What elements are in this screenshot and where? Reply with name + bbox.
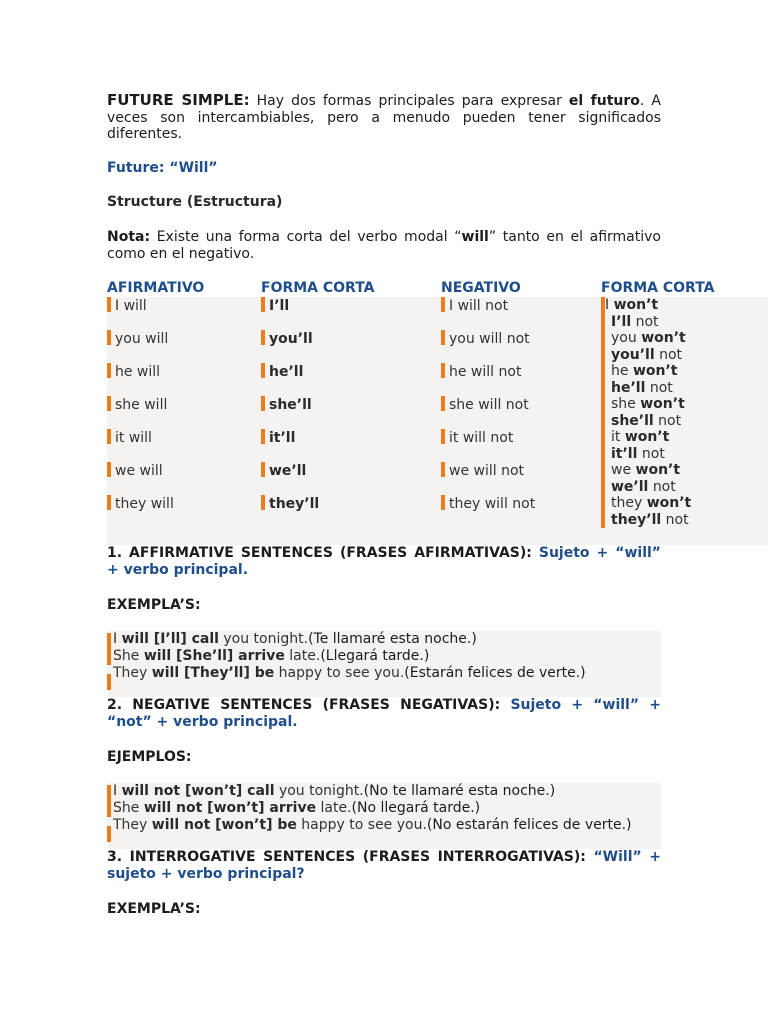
row-marker-bar [441,462,445,477]
row-marker-bar [441,495,445,510]
short-form: you’ll [611,346,655,363]
example-translation: (No estarán felices de verte.) [426,817,632,833]
row-marker-bar [107,330,111,345]
example-translation: (No llegará tarde.) [351,800,481,816]
example-translation: (Te llamaré esta noche.) [308,631,477,647]
examples-3-label: EXEMPLA’S: [107,901,201,917]
not-text: not [635,313,659,330]
cell-negativo-corta [611,462,680,495]
example-pre: They [113,817,152,833]
short-form: we’ll [611,478,649,495]
cell-negativo-text: I will not [449,298,509,314]
cell-forma-corta [261,462,306,480]
example-post: happy to see you. [296,817,427,833]
row-marker-bar [441,429,445,444]
cell-forma-corta [261,429,295,447]
row-marker-bar [107,495,111,510]
example-bar [107,801,111,817]
pronoun: you [611,330,637,346]
cell-afirmativo [107,363,160,381]
wont-text: won’t [613,297,659,313]
short-form: she’ll [611,412,654,429]
cell-negativo-corta [605,297,659,330]
section-affirmative-formula: Sujeto + “will” + verbo principal. [107,545,661,578]
intro-bold: el futuro [568,93,640,109]
not-text: not [665,511,689,528]
cell-forma-corta [261,330,313,348]
example-bold: will not [won’t] arrive [143,800,317,816]
example-post: late. [284,648,321,664]
cell-afirmativo [107,297,147,315]
nota-text-1: Existe una forma corta del verbo modal “ [150,229,462,245]
cell-negativo-corta [611,330,686,363]
cell-afirmativo-text: we will [115,463,163,479]
cell-afirmativo [107,462,163,480]
example-post: you tonight. [274,783,364,799]
section-negative [107,697,661,730]
example-sentence [113,817,632,834]
example-post: you tonight. [218,631,309,647]
cell-negativo-text: he will not [449,364,522,380]
not-text: not [652,478,676,495]
wont-text: won’t [640,396,685,412]
row-marker-bar [261,462,265,477]
cell-forma-corta-text: you’ll [269,331,313,347]
cell-afirmativo-text: you will [115,331,169,347]
cell-negativo-text: they will not [449,496,536,512]
cell-negativo-corta [611,396,685,429]
example-sentence [113,631,477,648]
row-marker-bar [107,297,111,312]
wont-text: won’t [641,330,686,346]
row-marker-bar [441,396,445,411]
example-bold: will [They’ll] be [151,665,275,681]
section-negative-formula: Sujeto + “will” + “not” + verbo principal. [107,697,662,730]
nota-label: Nota: [107,229,151,245]
wont-text: won’t [635,462,681,478]
example-bar [107,633,111,649]
pronoun: she [611,396,636,412]
row-marker-bar [261,363,265,378]
not-text: not [659,346,683,363]
cell-negativo [441,429,513,447]
example-translation: (Estarán felices de verte.) [404,665,586,681]
row-marker-bar [261,495,265,510]
nota-text-2: ” tanto en el afirmativo como en el negativo. [107,229,661,262]
cell-negativo-corta [611,363,677,396]
section-negative-heading: 2. NEGATIVE SENTENCES (FRASES NEGATIVAS): [107,697,501,713]
header-negativo: NEGATIVO [441,280,521,296]
cell-forma-corta-text: it’ll [269,430,296,446]
short-form: they’ll [611,511,662,528]
cell-afirmativo-text: he will [115,364,161,380]
row-marker-bar [261,297,265,312]
cell-forma-corta-text: he’ll [269,364,304,380]
cell-afirmativo [107,495,174,513]
cell-forma-corta-text: we’ll [269,463,307,479]
example-pre: She [113,648,144,664]
header-afirmativo: AFIRMATIVO [107,280,205,296]
example-bold: will not [won’t] call [121,783,275,799]
example-bold: will [She’ll] arrive [143,648,285,664]
cell-negativo [441,396,529,414]
example-bar [107,674,111,690]
cell-forma-corta [261,297,289,315]
row-marker-bar [441,363,445,378]
row-marker-bar [107,363,111,378]
section-affirmative [107,545,661,578]
example-bar [107,785,111,801]
example-sentence [113,648,429,665]
example-sentence [113,800,480,817]
example-pre: They [113,665,152,681]
cell-forma-corta-text: she’ll [269,397,312,413]
not-text: not [658,412,682,429]
future-will-heading: Future: “Will” [107,160,218,176]
pronoun: it [611,429,621,445]
wont-text: won’t [624,429,670,445]
wont-text: won’t [646,495,692,511]
row-marker-bar [441,297,445,312]
cell-negativo [441,297,508,315]
section-interrogative-heading: 3. INTERROGATIVE SENTENCES (FRASES INTERROGATIVAS): [107,849,586,865]
cell-negativo-text: it will not [449,430,514,446]
pronoun: I [605,297,610,313]
pronoun: they [611,495,643,511]
cell-negativo-text: we will not [449,463,525,479]
cell-negativo [441,462,524,480]
row-marker-bar [107,462,111,477]
row-marker-bar [441,330,445,345]
cell-negativo-text: you will not [449,331,530,347]
pronoun: we [611,462,632,478]
section-interrogative-formula: “Will” + sujeto + verbo principal? [107,849,661,882]
example-sentence [113,665,586,682]
example-post: late. [316,800,352,816]
short-form: he’ll [611,379,646,396]
short-form: I’ll [611,313,632,330]
intro-text-2: . A veces son intercambiables, pero a menudo pueden tener significados diferentes. [107,93,661,142]
example-translation: (Llegará tarde.) [320,648,430,664]
cell-forma-corta-text: they’ll [269,496,320,512]
cell-negativo-corta [611,429,669,462]
example-sentence [113,783,555,800]
cell-afirmativo [107,396,167,414]
cell-afirmativo-text: she will [115,397,168,413]
row-marker-bar [107,396,111,411]
row-marker-bar [261,429,265,444]
cell-negativo-corta [611,495,691,528]
cell-afirmativo [107,429,152,447]
cell-afirmativo-text: they will [115,496,174,512]
cell-negativo [441,330,530,348]
example-translation: (No te llamaré esta noche.) [363,783,556,799]
pronoun: he [611,363,629,379]
example-bar [107,649,111,665]
not-text: not [641,445,665,462]
example-bold: will not [won’t] be [151,817,297,833]
cell-afirmativo-text: I will [115,298,147,314]
cell-negativo-text: she will not [449,397,529,413]
row-marker-bar [261,396,265,411]
cell-negativo [441,363,521,381]
intro-title: FUTURE SIMPLE: [107,91,250,109]
section-affirmative-heading: 1. AFFIRMATIVE SENTENCES (FRASES AFIRMATIVAS): [107,545,532,561]
wont-text: won’t [632,363,678,379]
examples-2-label: EJEMPLOS: [107,749,192,765]
example-pre: I [113,783,122,799]
nota-bold: will [461,229,489,245]
row-marker-bar [107,429,111,444]
header-forma-corta-2: FORMA CORTA [601,280,715,296]
cell-forma-corta-text: I’ll [269,298,290,314]
example-pre: I [113,631,122,647]
example-bold: will [I’ll] call [121,631,219,647]
short-form: it’ll [611,445,638,462]
header-forma-corta-1: FORMA CORTA [261,280,375,296]
example-post: happy to see you. [274,665,405,681]
cell-negativo [441,495,535,513]
example-bar [107,826,111,842]
cell-forma-corta [261,396,312,414]
intro-paragraph [107,92,661,143]
examples-1-label: EXEMPLA’S: [107,597,201,613]
cell-forma-corta [261,495,319,513]
not-text: not [649,379,673,396]
cell-afirmativo [107,330,168,348]
intro-text-1: Hay dos formas principales para expresar [249,93,569,109]
cell-afirmativo-text: it will [115,430,152,446]
example-pre: She [113,800,144,816]
section-interrogative [107,849,661,882]
structure-heading: Structure (Estructura) [107,194,283,210]
nota-paragraph [107,229,661,262]
row-marker-bar [261,330,265,345]
cell-forma-corta [261,363,303,381]
